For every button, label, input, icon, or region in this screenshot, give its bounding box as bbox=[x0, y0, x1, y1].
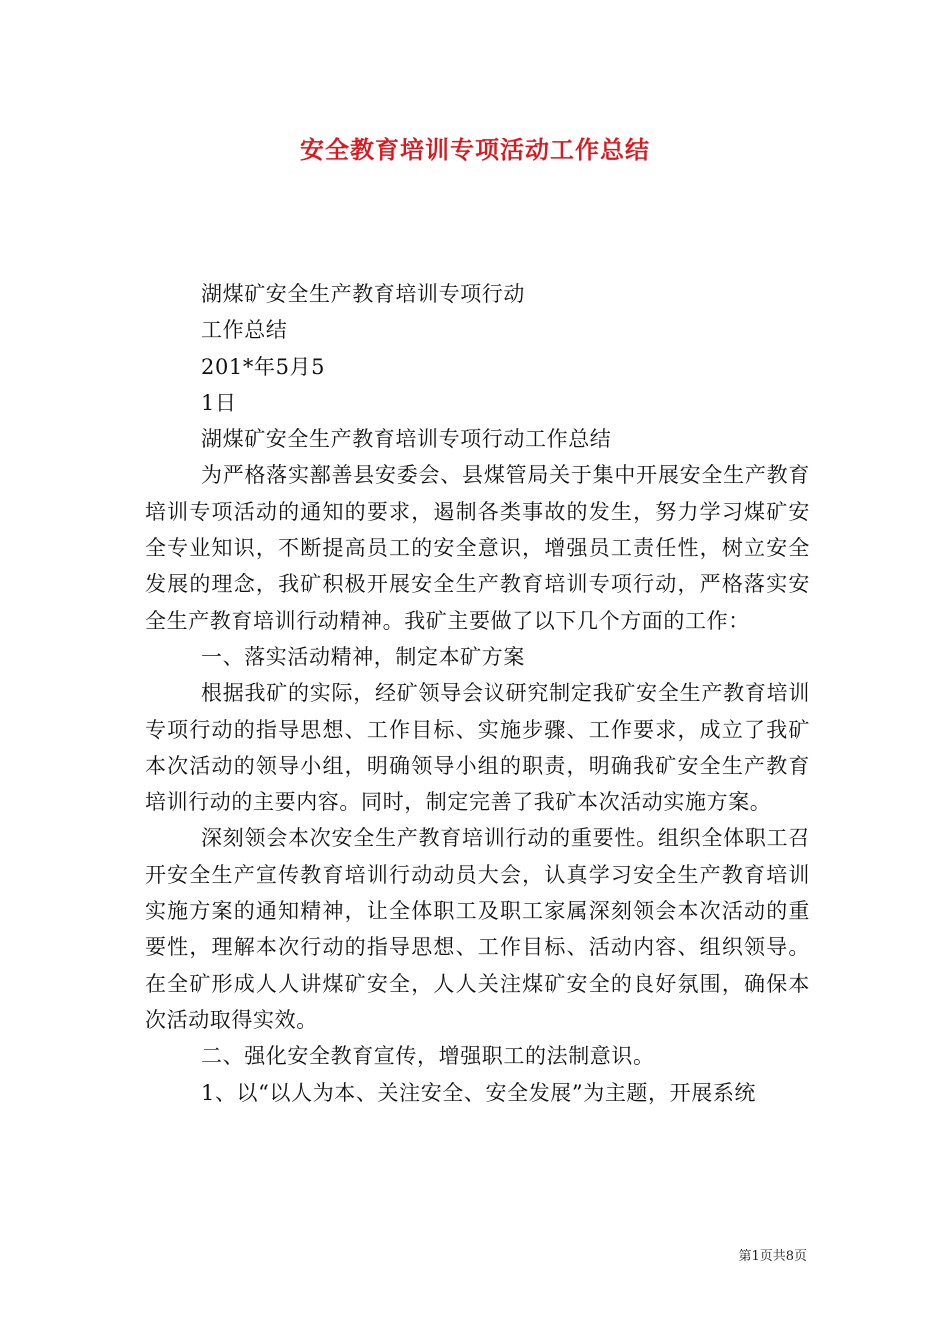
paragraph: 根据我矿的实际，经矿领导会议研究制定我矿安全生产教育培训专项行动的指导思想、工作目标、实施步骤、工作要求，成立了我矿本次活动的领导小组，明确领导小组的职责，明确我矿安全生产教育培训行动的主要内容。同时，制定完善了我矿本次活动实施方案。 bbox=[145, 681, 810, 815]
header-line: 1日 bbox=[201, 390, 237, 415]
header-line: 湖煤矿安全生产教育培训专项行动工作总结 bbox=[201, 427, 612, 452]
section-heading: 一、落实活动精神，制定本矿方案 bbox=[201, 644, 525, 669]
paragraph: 深刻领会本次安全生产教育培训行动的重要性。组织全体职工召开安全生产宣传教育培训行动动员大会，认真学习安全生产教育培训实施方案的通知精神，让全体职工及职工家属深刻领会本次活动的重要性，理解本次行动的指导思想、工作目标、活动内容、组织领导。在全矿形成人人讲煤矿安全，人人关注煤矿安全的良好氛围，确保本次活动取得实效。 bbox=[145, 826, 810, 1032]
paragraph: 为严格落实鄯善县安委会、县煤管局关于集中开展安全生产教育培训专项活动的通知的要求，遏制各类事故的发生，努力学习煤矿安全专业知识，不断提高员工的安全意识，增强员工责任性，树立安全发展的理念，我矿积极开展安全生产教育培训专项行动，严格落实安全生产教育培训行动精神。我矿主要做了以下几个方面的工作： bbox=[145, 463, 810, 633]
section-heading: 二、强化安全教育宣传，增强职工的法制意识。 bbox=[201, 1044, 655, 1069]
document-title: 安全教育培训专项活动工作总结 bbox=[300, 135, 650, 164]
header-line: 湖煤矿安全生产教育培训专项行动 bbox=[201, 282, 525, 306]
document-body bbox=[145, 276, 810, 1111]
page-number: 第1页共8页 bbox=[738, 1249, 807, 1264]
paragraph: 1、以“以人为本、关注安全、安全发展”为主题，开展系统 bbox=[201, 1080, 757, 1105]
header-line: 工作总结 bbox=[201, 318, 288, 343]
header-line: 201*年5月5 bbox=[201, 354, 326, 379]
